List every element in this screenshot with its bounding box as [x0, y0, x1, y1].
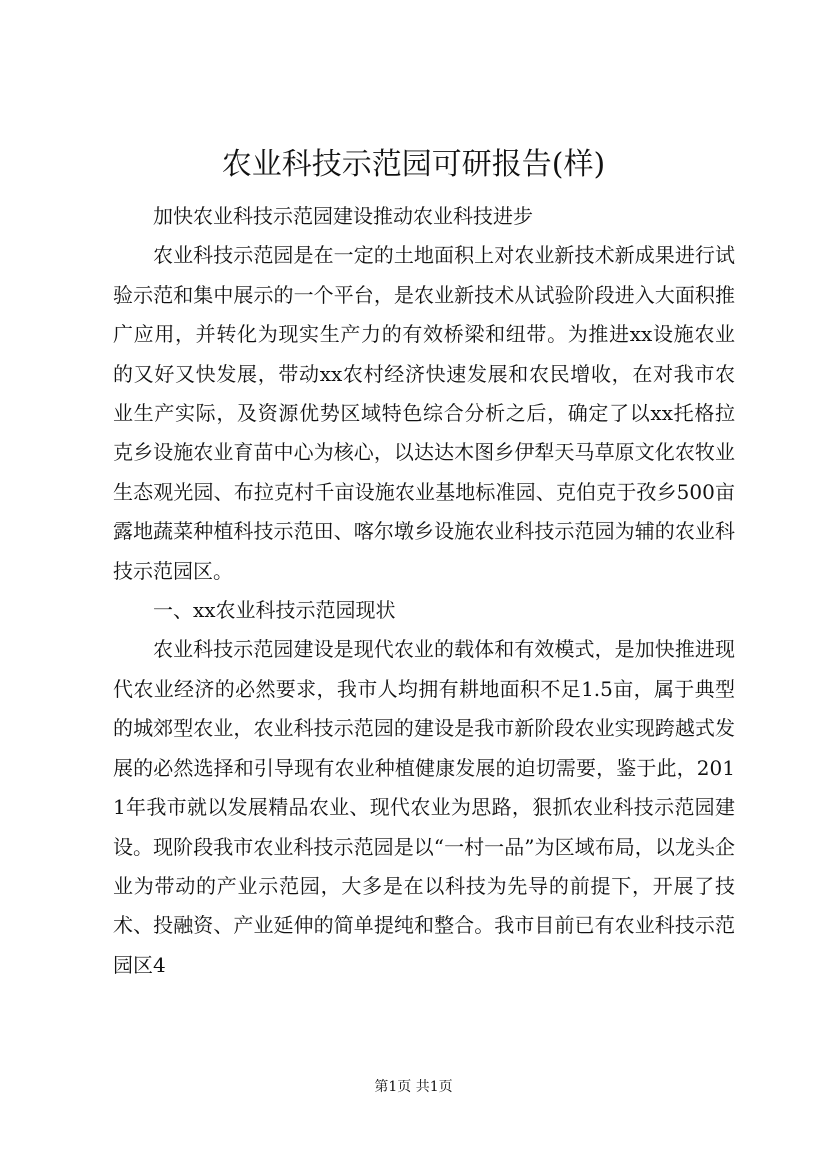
page-number: 第1页 共1页 [374, 1079, 453, 1095]
document-title: 农业科技示范园可研报告(样) [221, 147, 606, 182]
intro-paragraph: 农业科技示范园是在一定的土地面积上对农业新技术新成果进行试验示范和集中展示的一个平台，是农业新技术从试验阶段进入大面积推广应用，并转化为现实生产力的有效桥梁和纽带。为推进xx设施农业的又好又快发展，带动xx农村经济快速发展和农民增收，在对我市农业生产实际，及资源优势区域特色综合分析之后，确定了以xx托格拉克乡设施农业育苗中心为核心，以达达木图乡伊犁天马草原文化农牧业生态观光园、布拉克村千亩设施农业基地标准园、克伯克于孜乡500亩露地蔬菜种植科技示范田、喀尔墩乡设施农业科技示范园为辅的农业科技示范园区。 [113, 243, 735, 583]
document-body [113, 197, 735, 985]
section-paragraph: 农业科技示范园建设是现代农业的载体和有效模式，是加快推进现代农业经济的必然要求，我市人均拥有耕地面积不足1.5亩，属于典型的城郊型农业，农业科技示范园的建设是我市新阶段农业实现跨越式发展的必然选择和引导现有农业种植健康发展的迫切需要，鉴于此，2011年我市就以发展精品农业、现代农业为思路，狠抓农业科技示范园建设。现阶段我市农业科技示范园是以“一村一品”为区域布局，以龙头企业为带动的产业示范园，大多是在以科技为先导的前提下，开展了技术、投融资、产业延伸的简单提纯和整合。我市目前已有农业科技示范园区4 [113, 637, 735, 977]
subtitle-paragraph: 加快农业科技示范园建设推动农业科技进步 [153, 204, 533, 228]
section-heading: 一、xx农业科技示范园现状 [153, 598, 396, 623]
